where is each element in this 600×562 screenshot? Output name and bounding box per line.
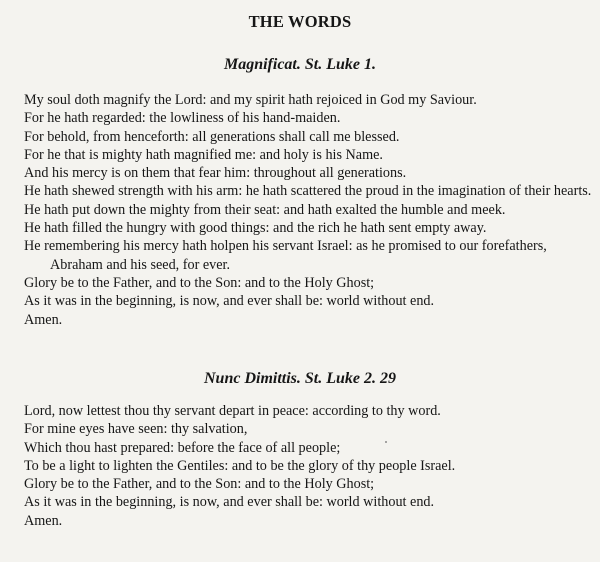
verse-line: He remembering his mercy hath holpen his servant Israel: as he promised to our forefathers, Abraham and his seed, for ever. — [24, 238, 547, 273]
verse-line: He hath shewed strength with his arm: he hath scattered the proud in the imagination of their hearts. — [24, 183, 592, 200]
verse-line: And his mercy is on them that fear him: throughout all generations. — [24, 165, 407, 182]
verse-line: Glory be to the Father, and to the Son: and to the Holy Ghost; — [24, 476, 375, 493]
verse-line: As it was in the beginning, is now, and ever shall be: world without end. — [24, 494, 435, 511]
verse-line: For he hath regarded: the lowliness of his hand-maiden. — [24, 110, 341, 127]
verse-line: My soul doth magnify the Lord: and my spirit hath rejoiced in God my Saviour. — [24, 92, 477, 108]
verse-line: For he that is mighty hath magnified me: and holy is his Name. — [24, 146, 383, 163]
verse-line: Amen. — [24, 311, 63, 328]
verse-line: Which thou hast prepared: before the face of all people; — [24, 439, 341, 456]
nunc-dimittis-verses — [24, 402, 594, 530]
section-heading-nunc-dimittis: Nunc Dimittis. St. Luke 2. 29 — [203, 370, 397, 387]
verse-line: Glory be to the Father, and to the Son: and to the Holy Ghost; — [24, 274, 375, 291]
verse-line: Lord, now lettest thou thy servant depart in peace: according to thy word. — [24, 403, 441, 419]
verse-line: He hath put down the mighty from their seat: and hath exalted the humble and meek. — [24, 201, 506, 218]
verse-line: To be a light to lighten the Gentiles: and to be the glory of thy people Israel. — [24, 457, 456, 474]
verse-line: For mine eyes have seen: thy salvation, — [24, 421, 248, 438]
verse-line: He hath filled the hungry with good things: and the rich he hath sent empty away. — [24, 220, 487, 237]
section-heading-magnificat: Magnificat. St. Luke 1. — [223, 56, 376, 73]
paper-speck — [385, 441, 387, 443]
magnificat-verses — [24, 91, 594, 329]
verse-line: For behold, from henceforth: all generations shall call me blessed. — [24, 128, 400, 145]
page-title: THE WORDS — [248, 12, 352, 31]
verse-line: As it was in the beginning, is now, and ever shall be: world without end. — [24, 293, 435, 310]
verse-line: Amen. — [24, 512, 63, 529]
